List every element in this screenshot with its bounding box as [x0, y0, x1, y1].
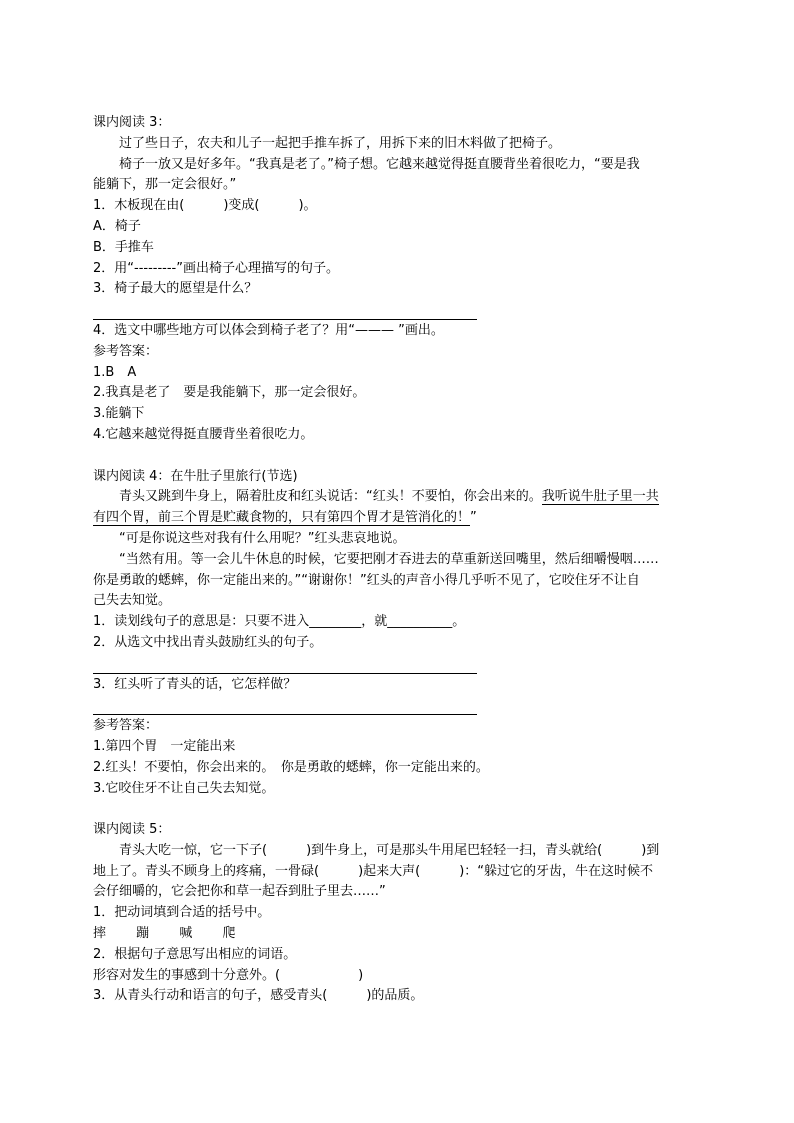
passage-line: 会仔细嚼的，它会把你和草一起吞到肚子里去……” — [93, 884, 386, 900]
answer: 4.它越来越觉得挺直腰背坐着很吃力。 — [93, 426, 314, 442]
word-bank-item: 爬 — [222, 926, 236, 942]
answer-title: 参考答案： — [93, 718, 159, 734]
question: 2．用“---------”画出椅子心理描写的句子。 — [93, 260, 339, 276]
passage-line: 能躺下，那一定会很好。” — [93, 177, 237, 193]
answer-line — [93, 695, 713, 716]
question: 2．根据句子意思写出相应的词语。 — [93, 946, 297, 962]
answer-line — [93, 654, 713, 675]
word-bank-item: 蹦 — [136, 926, 150, 942]
answer-title: 参考答案： — [93, 343, 159, 359]
option: B．手推车 — [93, 239, 154, 255]
word-bank — [93, 924, 713, 945]
question: 1．读划线句子的意思是：只要不进入________，就__________。 — [93, 614, 466, 630]
passage-line: 青头大吃一惊，它一下子( )到牛身上，可是那头牛用尾巴轻轻一扫，青头就给( )到 — [119, 842, 660, 858]
underlined-sentence: 有四个胃，前三个胃是贮藏食物的，只有第四个胃才是管消化的！ — [93, 510, 471, 526]
question: 1．木板现在由( )变成( )。 — [93, 198, 317, 214]
passage-line: 己失去知觉。 — [93, 593, 172, 609]
word-bank-item: 摔 — [93, 926, 107, 942]
passage-text: ” — [470, 510, 477, 526]
passage-line: 你是勇敢的蟋蟀，你一定能出来的。”“谢谢你！”红头的声音小得几乎听不见了，它咬住牙不让自 — [93, 572, 640, 588]
answer: 3.它咬住牙不让自己失去知觉。 — [93, 780, 275, 796]
answer: 2.红头！不要怕，你会出来的。 你是勇敢的蟋蟀，你一定能出来的。 — [93, 759, 489, 775]
underlined-sentence: 我听说牛肚子里一共 — [541, 489, 659, 505]
passage-line: 椅子一放又是好多年。“我真是老了。”椅子想。它越来越觉得挺直腰背坐着很吃力，“要是我 — [119, 156, 640, 172]
document-page — [93, 113, 713, 1007]
answer: 3.能躺下 — [93, 406, 145, 422]
section-heading: 课内阅读 4：在牛肚子里旅行(节选) — [93, 468, 298, 484]
passage-line — [93, 487, 713, 508]
section-heading: 课内阅读 3： — [93, 115, 171, 130]
question: 1．把动词填到合适的括号中。 — [93, 905, 271, 921]
section-heading: 课内阅读 5： — [93, 822, 171, 838]
answer-line — [93, 300, 713, 321]
passage-line: “可是你说这些对我有什么用呢？”红头悲哀地说。 — [119, 530, 406, 546]
question: 3．红头听了青头的话，它怎样做？ — [93, 676, 297, 692]
option: A．椅子 — [93, 218, 141, 234]
question: 3．从青头行动和语言的句子，感受青头( )的品质。 — [93, 988, 424, 1004]
passage-line: “当然有用。等一会儿牛休息的时候，它要把刚才吞进去的草重新送回嘴里，然后细嚼慢咽…… — [119, 551, 659, 567]
passage-line: 过了些日子，农夫和儿子一起把手推车拆了，用拆下来的旧木料做了把椅子。 — [119, 135, 562, 151]
question-prompt: 形容对发生的事感到十分意外。( ) — [93, 967, 364, 983]
passage-line: 地上了。青头不顾身上的疼痛，一骨碌( )起来大声( )：“躲过它的牙齿，牛在这时候不 — [93, 863, 654, 879]
question: 3．椅子最大的愿望是什么？ — [93, 281, 258, 297]
word-bank-item: 喊 — [179, 926, 193, 942]
question: 4．选文中哪些地方可以体会到椅子老了？用“——— ”画出。 — [93, 322, 444, 338]
passage-text: 青头又跳到牛身上，隔着肚皮和红头说话：“红头！不要怕，你会出来的。 — [119, 489, 542, 505]
answer: 1.B A — [93, 364, 137, 380]
passage-line — [93, 508, 713, 529]
answer: 1.第四个胃 一定能出来 — [93, 738, 236, 754]
answer: 2.我真是老了 要是我能躺下，那一定会很好。 — [93, 385, 366, 401]
question: 2．从选文中找出青头鼓励红头的句子。 — [93, 634, 323, 650]
